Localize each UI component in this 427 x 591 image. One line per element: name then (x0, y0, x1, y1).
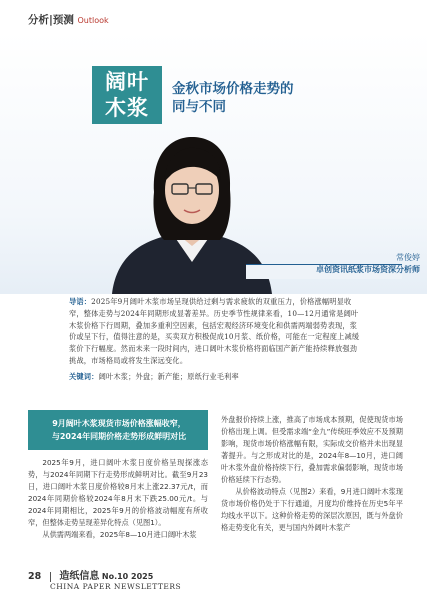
article-title (162, 80, 312, 116)
magazine-brand: 造纸信息 (59, 571, 100, 582)
section-heading-line1: 9月阔叶木浆现货市场价格涨幅收窄， (52, 419, 186, 428)
body-paragraph: 2025年9月，进口阔叶木浆日度价格呈现探涨态势，与2024年同期下行走势形成鲜明对比。截至9月23日，进口阔叶木浆日度价格较8月末上涨22.37元/t，而2024年同期价格较2024年8月末下跌25.00元/t。与2024年同期相比，2025年9月的价格波动幅度有所收窄，但整体走势呈现差异化特点（见图1）。 (28, 458, 208, 527)
article-title-line1: 金秋市场价格走势的 (172, 81, 294, 97)
section-heading-line2: 与2024年同期价格走势形成鲜明对比 (51, 431, 187, 441)
body-paragraph: 从价格波动特点（见图2）来看，9月进口阔叶木浆现货市场价格仍处于下行通道，月度均价维持在历史5年平均线水平以下。这种价格走势的深层次原因，既与外盘价格走势变化有关，更与国内外阔叶木浆产 (221, 487, 403, 532)
page-footer (28, 567, 181, 591)
footer-divider (50, 572, 51, 582)
author-name: 常俊婷 (396, 253, 420, 262)
article-title-line2: 同与不同 (172, 99, 226, 115)
section-label-en: Outlook (77, 16, 109, 25)
issue-number: No.10 2025 (101, 572, 154, 581)
article-abstract (69, 296, 361, 383)
keywords-text: 阔叶木浆；外盘；新产能；原纸行业毛利率 (98, 371, 239, 381)
page-number: 28 (28, 571, 42, 582)
author-byline (250, 252, 420, 276)
author-role: 卓创资讯纸浆市场资深分析师 (316, 265, 420, 274)
body-column-right (221, 414, 403, 534)
abstract-text: 2025年9月阔叶木浆市场呈现供给过剩与需求疲软的双重压力，价格涨幅明显收窄，整体走势与2024年同期形成显著差异。历史季节性规律来看，10—12月通常是阔叶木浆价格下行周期，叠加多重利空因素，包括宏观经济环境变化和供需两端弱势表现，浆价或呈下行，值得注意的是，买卖双方积极促成10月浆、纸价格，可能在一定程度上减缓浆价下行幅度。然而未来一段时间内，进口阔叶木浆价格将面临国产新产能持续释放强劲挑战，市场格局或将发生深远变化。 (69, 297, 360, 365)
abstract-label: 导语： (69, 297, 92, 306)
body-paragraph: 从供需两端来看，2025年8—10月进口阔叶木浆 (42, 530, 197, 539)
topic-tag (92, 66, 162, 124)
body-paragraph: 外盘报价持续上涨，推高了市场成本预期，促使现货市场价格出现上调。但受需求端“金九”传统旺季效应不及预期影响，现货市场价格涨幅有限，实际成交价格并未出现显著提升。与之形成对比的是，2024年8—10月，进口阔叶木浆外盘价格持续下行，叠加需求偏弱影响，现货市场价格延续下行态势。 (221, 415, 403, 484)
section-heading (28, 410, 208, 450)
hero-banner (0, 32, 427, 294)
keywords-label: 关键词： (69, 371, 99, 381)
keywords (69, 371, 361, 383)
body-column-left (28, 457, 208, 541)
topic-tag-line2: 木浆 (105, 95, 149, 120)
topic-tag-line1: 阔叶 (105, 69, 149, 94)
section-label: 分析|预测 (28, 14, 74, 26)
magazine-english-name: CHINA PAPER NEWSLETTERS (50, 582, 182, 591)
page-header (28, 12, 109, 27)
